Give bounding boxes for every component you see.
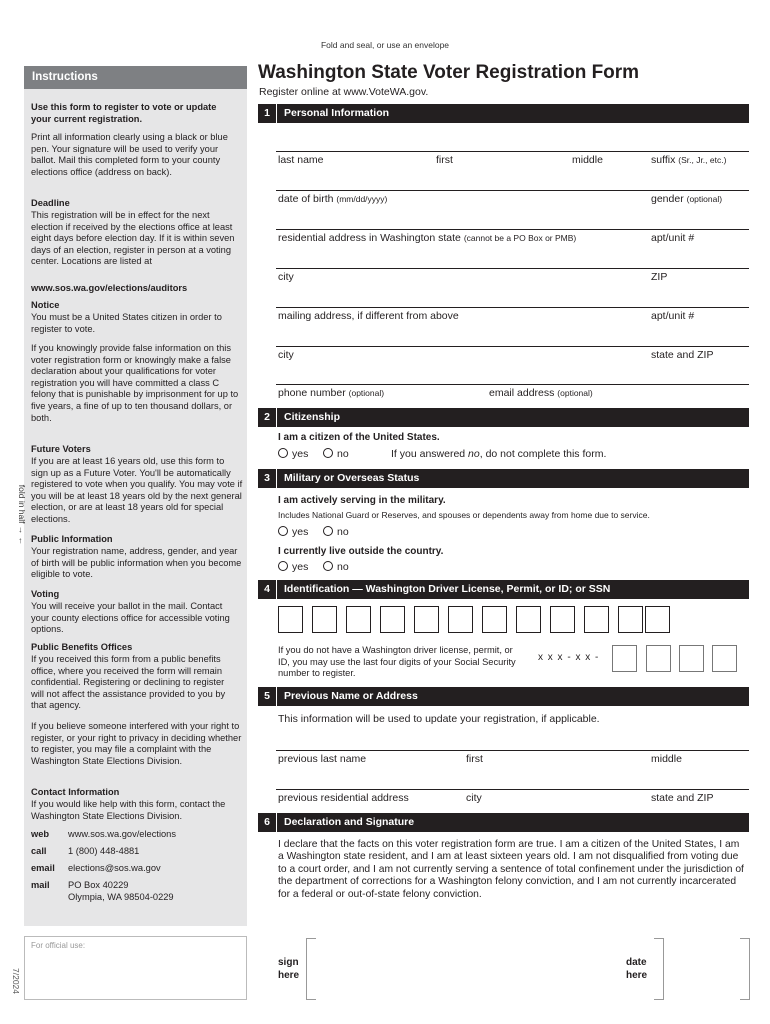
citizenship-statement: I am a citizen of the United States. (278, 432, 440, 443)
future-voters-title: Future Voters (31, 444, 91, 454)
section-label: Citizenship (284, 411, 341, 423)
signature-field[interactable] (306, 938, 316, 1000)
previous-first-label: first (466, 753, 483, 765)
contact-call-value[interactable]: 1 (800) 448-4881 (68, 846, 140, 856)
contact-mail-line1: PO Box 40229 (68, 880, 129, 890)
previous-state-zip-label: state and ZIP (651, 792, 714, 804)
previous-name-line[interactable] (276, 750, 749, 751)
id-digit-box[interactable] (516, 606, 541, 633)
mailing-address-label: mailing address, if different from above (278, 310, 459, 322)
declaration-text: I declare that the facts on this voter registration form are true. I am a citizen of the United States, I am a Washington state resident, and I am at least sixteen years old. I am not disqualified from voting due to a court order, and I am not currently serving a sentence of total confinement under the jurisdiction of the department of corrections for a Washington felony conviction, and I am not currently incarcerated for a federal or out-of-state felony conviction. (278, 839, 744, 900)
apt-unit-label: apt/unit # (651, 232, 695, 244)
id-digit-box[interactable] (550, 606, 575, 633)
email-label: email address (489, 387, 555, 399)
first-name-label: first (436, 154, 453, 166)
gender-label: gender (651, 193, 684, 205)
form-title: Washington State Voter Registration Form (258, 62, 640, 83)
city-zip-line[interactable] (276, 268, 749, 269)
id-digit-box[interactable] (618, 606, 643, 633)
radio-icon[interactable] (323, 448, 333, 458)
future-voters-text: If you are at least 16 years old, use this form to sign up as a Future Voter. You'll be automatically registered to vote when you qualify. You may vote if you will be at least 18 years old by the next general election, or are at least 18 years old for special elections. (31, 456, 243, 524)
id-digit-box[interactable] (312, 606, 337, 633)
mailing-address-line[interactable] (276, 307, 749, 308)
deadline-text: This registration will be in effect for the next election if received by the elections office at least eight days before election day. If it is within seven days of an election, register in person at a voting center. Locations are listed at (31, 210, 235, 267)
contact-email-value[interactable]: elections@sos.wa.gov (68, 863, 161, 873)
last-name-label: last name (278, 154, 324, 166)
section-label: Identification — Washington Driver License, Permit, or ID; or SSN (284, 583, 611, 595)
mailing-apt-label: apt/unit # (651, 310, 695, 322)
section-label: Personal Information (284, 107, 390, 119)
id-digit-box[interactable] (645, 606, 670, 633)
mailing-city-label: city (278, 349, 294, 361)
gender-hint: (optional) (686, 194, 723, 204)
section-number: 4 (258, 580, 277, 599)
radio-icon[interactable] (323, 561, 333, 571)
previous-middle-label: middle (651, 753, 682, 765)
ssn-mask: x x x - x x - (538, 652, 600, 663)
id-digit-box[interactable] (278, 606, 303, 633)
section-number: 2 (258, 408, 277, 427)
previous-note: This information will be used to update your registration, if applicable. (278, 713, 600, 725)
fold-in-half-label: fold in half → ← (17, 484, 27, 546)
section-number: 5 (258, 687, 277, 706)
contact-mail-line2: Olympia, WA 98504-0229 (68, 892, 174, 902)
id-digit-box[interactable] (414, 606, 439, 633)
public-info-text: Your registration name, address, gender, and year of birth will be public information when you become eligible to vote. (31, 546, 242, 580)
radio-icon[interactable] (278, 526, 288, 536)
mailing-state-zip-label: state and ZIP (651, 349, 714, 361)
sign-here-label: sign here (278, 957, 300, 981)
date-here-label: date here (626, 957, 648, 981)
contact-title: Contact Information (31, 787, 120, 797)
overseas-yes-option[interactable]: yes (278, 561, 308, 573)
public-info-title: Public Information (31, 534, 113, 544)
section-5-header (258, 687, 749, 706)
voting-text: You will receive your ballot in the mail. Contact your county elections office for accessible voting options. (31, 601, 230, 635)
notice-text-2: If you knowingly provide false information on this voter registration form or knowingly make a false declaration about your qualifications for voter registration you will have committed a class C felony that is punishable by imprisonment for up to five years, a fine of up to ten thousand dollars, or both. (31, 343, 239, 423)
ssn-note: If you do not have a Washington driver license, permit, or ID, you may use the last four digits of your Social Security number to register. (278, 645, 516, 678)
instructions-header: Instructions (24, 66, 247, 89)
dob-field-line[interactable] (276, 190, 749, 191)
benefits-title: Public Benefits Offices (31, 642, 133, 652)
notice-title: Notice (31, 300, 60, 310)
section-number: 6 (258, 813, 277, 832)
phone-label: phone number (278, 387, 346, 399)
radio-icon[interactable] (278, 448, 288, 458)
section-label: Military or Overseas Status (284, 472, 420, 484)
section-2-header (258, 408, 749, 427)
voting-title: Voting (31, 589, 60, 599)
contact-web-value[interactable]: www.sos.wa.gov/elections (68, 829, 176, 839)
deadline-title: Deadline (31, 198, 70, 208)
previous-address-label: previous residential address (278, 792, 409, 804)
previous-address-line[interactable] (276, 789, 749, 790)
benefits-text-1: If you received this form from a public benefits office, where you received the form will remain confidential. Registering or declining to register will not affect the assistance provided to you by that agency. (31, 654, 226, 711)
id-digit-box[interactable] (380, 606, 405, 633)
section-number: 1 (258, 104, 277, 123)
ssn-digit-box[interactable] (646, 645, 671, 672)
contact-text: If you would like help with this form, contact the Washington State Elections Division. (31, 799, 226, 821)
deadline-link[interactable]: www.sos.wa.gov/elections/auditors (31, 283, 188, 293)
official-use-label: For official use: (31, 941, 86, 950)
section-4-header (258, 580, 749, 599)
military-no-option[interactable]: no (323, 526, 349, 538)
contact-mail-key: mail (31, 880, 50, 890)
form-date-code: 7/2024 (11, 968, 21, 994)
fold-instruction: Fold and seal, or use an envelope (320, 40, 450, 50)
overseas-question: I currently live outside the country. (278, 546, 444, 557)
official-use-box (24, 936, 247, 1000)
citizenship-yes-option[interactable]: yes (278, 448, 308, 460)
section-1-header (258, 104, 749, 123)
mailing-city-line[interactable] (276, 346, 749, 347)
suffix-hint: (Sr., Jr., etc.) (678, 155, 727, 165)
form-subtitle: Register online at www.VoteWA.gov. (259, 86, 429, 98)
signature-field-right (654, 938, 664, 1000)
phone-email-line[interactable] (276, 384, 749, 385)
section-label: Declaration and Signature (284, 816, 415, 828)
residential-address-hint: (cannot be a PO Box or PMB) (463, 233, 577, 243)
radio-icon[interactable] (278, 561, 288, 571)
overseas-no-option[interactable]: no (323, 561, 349, 573)
previous-last-name-label: previous last name (278, 753, 367, 765)
military-question: I am actively serving in the military. (278, 495, 446, 506)
citizenship-note: If you answered no, do not complete this form. (391, 448, 607, 460)
email-hint: (optional) (557, 388, 593, 398)
citizenship-no-option[interactable]: no (323, 448, 349, 460)
residential-address-label: residential address in Washington state (278, 232, 461, 244)
id-digit-box[interactable] (346, 606, 371, 633)
dob-hint: (mm/dd/yyyy) (336, 194, 388, 204)
ssn-digit-box[interactable] (712, 645, 737, 672)
date-field[interactable] (740, 938, 750, 1000)
middle-name-label: middle (572, 154, 603, 166)
id-digit-box[interactable] (448, 606, 473, 633)
ssn-digit-box[interactable] (679, 645, 704, 672)
military-yes-option[interactable]: yes (278, 526, 308, 538)
id-digit-box[interactable] (482, 606, 507, 633)
contact-web-key: web (31, 829, 50, 839)
zip-label: ZIP (651, 271, 668, 283)
dob-label: date of birth (278, 193, 334, 205)
contact-call-key: call (31, 846, 47, 856)
section-number: 3 (258, 469, 277, 488)
section-label: Previous Name or Address (284, 690, 418, 702)
city-label: city (278, 271, 294, 283)
ssn-digit-box[interactable] (612, 645, 637, 672)
suffix-label: suffix (651, 154, 676, 166)
name-field-line[interactable] (276, 151, 749, 152)
benefits-text-2: If you believe someone interfered with your right to register, or your right to privacy in deciding whether to register, you may file a complaint with the Washington State Elections Division. (31, 721, 242, 766)
radio-icon[interactable] (323, 526, 333, 536)
previous-city-label: city (466, 792, 482, 804)
residential-address-line[interactable] (276, 229, 749, 230)
military-hint: Includes National Guard or Reserves, and spouses or dependents away from home due to service. (278, 510, 650, 520)
section-3-header (258, 469, 749, 488)
id-digit-box[interactable] (584, 606, 609, 633)
instructions-intro: Print all information clearly using a black or blue pen. Your signature will be used to verify your ballot. Mail this completed form to your county elections office (address on back). (31, 132, 228, 177)
notice-text-1: You must be a United States citizen in order to register to vote. (31, 312, 222, 334)
section-6-header (258, 813, 749, 832)
phone-hint: (optional) (348, 388, 385, 398)
instructions-intro-bold: Use this form to register to vote or update your current registration. (31, 102, 217, 124)
contact-email-key: email (31, 863, 55, 873)
